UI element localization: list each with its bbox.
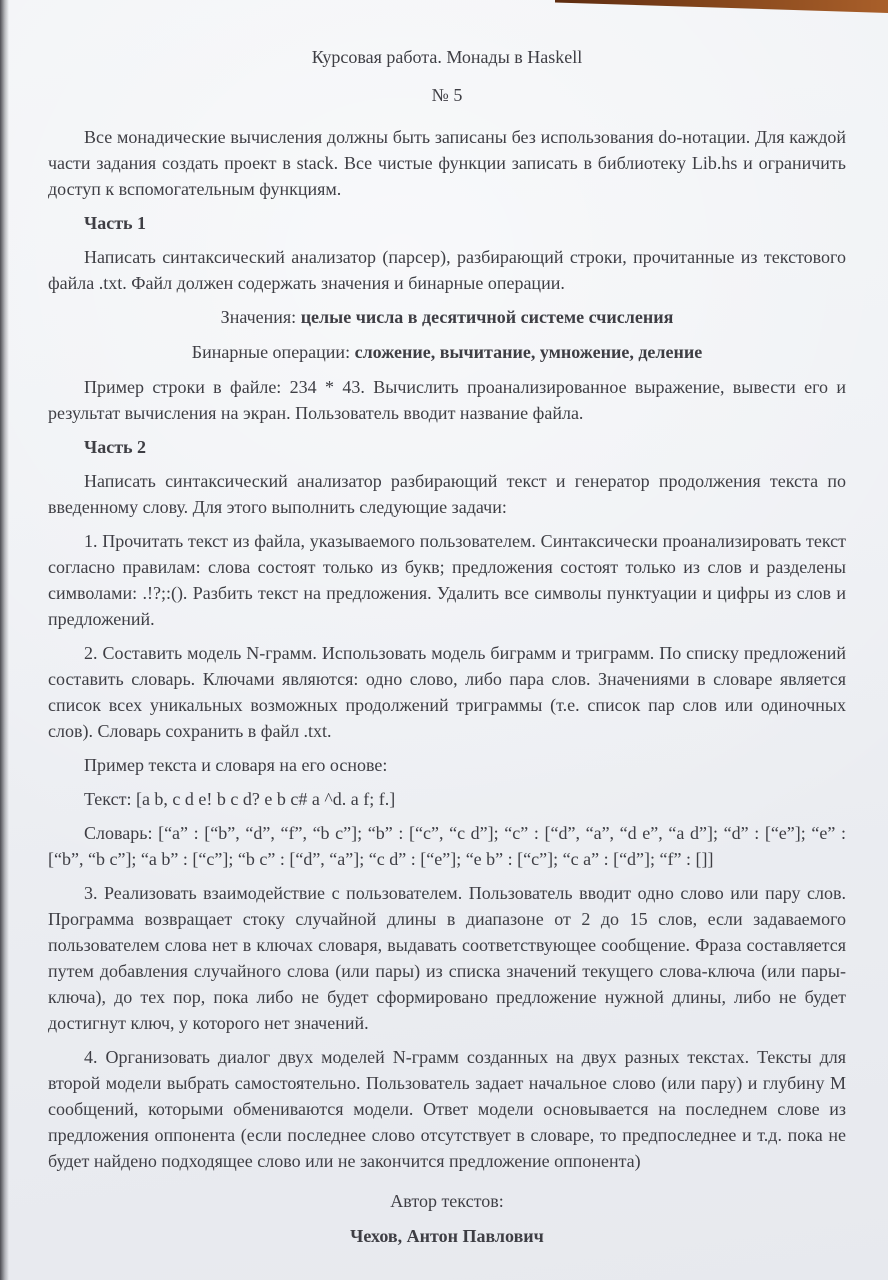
assignment-number: № 5 [431,85,463,105]
example-intro-line: Пример текста и словаря на его основе: [84,755,388,775]
values-label: Значения: [220,307,301,327]
example-dictionary-line: Словарь: [“a” : [“b”, “d”, “f”, “b c”]; “b” : [“c”, “c d”]; “c” : [“d”, “a”, “d e”, “a d”]; “d” : [“e”]; “e” : [“b”, “b c”]; “a b” : [“c”]; “b c” : [“d”, “a”]; “c d” : [“e”]; “e b” : [“c”]; “c a” : [“d”]; “f” : []] [48,823,846,869]
task-item-2: 2. Составить модель N-грамм. Использовать модель биграмм и триграмм. По списку предложений составить словарь. Ключами являются: одно слово, либо пара слов. Значениями в словаре является список всех уникальных возможных продолжений триграммы (т.е. список пар слов или одиночных слов). Словарь сохранить в файл .txt. [48,643,846,741]
part-2-heading: Часть 2 [84,437,147,457]
values-text: целые числа в десятичной системе счисления [300,307,674,327]
document-page [48,44,846,1249]
binary-ops-text: сложение, вычитание, умножение, деление [354,342,703,362]
part-1-heading: Часть 1 [84,213,147,233]
task-item-1: 1. Прочитать текст из файла, указываемого пользователем. Синтаксически проанализировать текст согласно правилам: слова состоят только из букв; предложения состоят только из слов и разделены символами: .!?;:(). Разбить текст на предложения. Удалить все символы пунктуации и цифры из слов и предложений. [48,531,846,629]
intro-paragraph: Все монадические вычисления должны быть записаны без использования do-нотации. Для каждой части задания создать проект в stack. Все чистые функции записать в библиотеку Lib.hs и ограничить доступ к вспомогательным функциям. [48,127,846,199]
author-label: Автор текстов: [390,1191,504,1211]
part-2-task-paragraph: Написать синтаксический анализатор разбирающий текст и генератор продолжения текста по введенному слову. Для этого выполнить следующие задачи: [48,471,846,517]
table-surface-edge [555,0,888,18]
values-line [48,304,846,330]
page-title: Курсовая работа. Монады в Haskell [311,47,583,67]
paper-left-shadow [0,0,9,1280]
author-name: Чехов, Антон Павлович [350,1226,544,1246]
binary-ops-label: Бинарные операции: [191,342,355,362]
part-1-task-paragraph: Написать синтаксический анализатор (парсер), разбирающий строки, прочитанные из текстового файла .txt. Файл должен содержать значения и бинарные операции. [48,247,846,293]
binary-ops-line [48,339,846,365]
task-item-4: 4. Организовать диалог двух моделей N-грамм созданных на двух разных текстах. Тексты для второй модели выбрать самостоятельно. Пользователь задает начальное слово (или пару) и глубину М сообщений, которыми обмениваются модели. Ответ модели основывается на последнем слове из предложения оппонента (если последнее слово отсутствует в словаре, то предпоследнее и т.д. пока не будет найдено подходящее слово или не закончится предложение оппонента) [48,1047,846,1171]
part-1-example-paragraph: Пример строки в файле: 234 * 43. Вычислить проанализированное выражение, вывести его и результат вычисления на экран. Пользователь вводит название файла. [48,377,846,423]
task-item-3: 3. Реализовать взаимодействие с пользователем. Пользователь вводит одно слово или пару слов. Программа возвращает стоку случайной длины в диапазоне от 2 до 15 слов, если задаваемого пользователем слова нет в ключах словаря, выдавать соответствующее сообщение. Фраза составляется путем добавления случайного слова (или пары) из списка значений текущего слова-ключа (или пары-ключа), до тех пор, пока либо не будет сформировано предложение нужной длины, либо не будет достигнут ключ, у которого нет значений. [48,883,846,1033]
example-text-line: Текст: [a b, c d e! b c d? e b c# a ^d. a f; f.] [84,789,396,809]
